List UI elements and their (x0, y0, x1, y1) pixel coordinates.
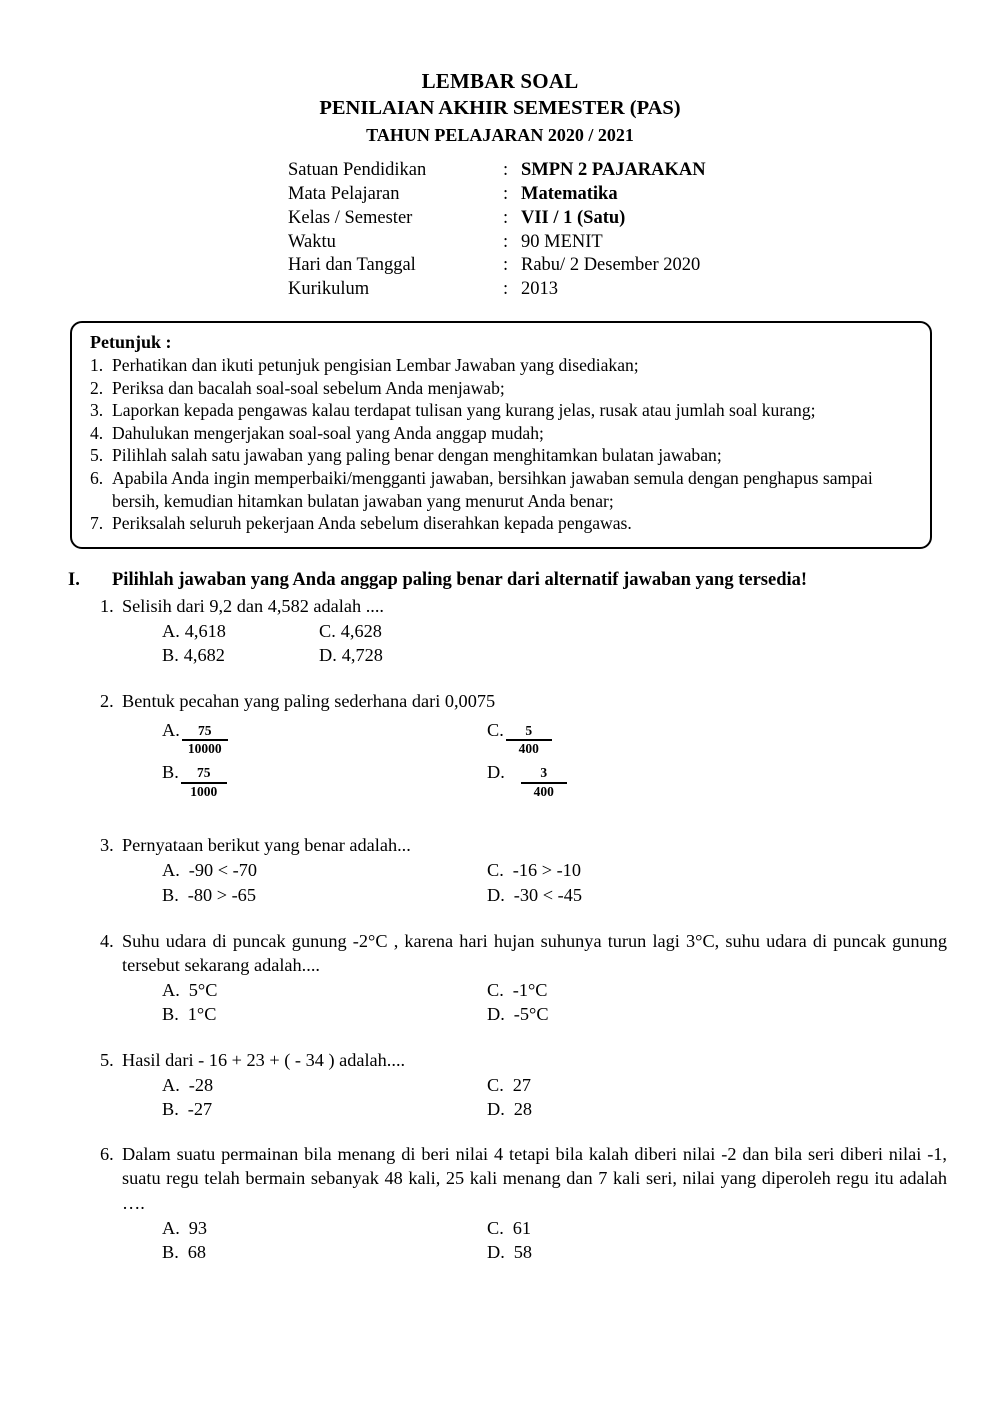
instruction-item (90, 377, 916, 400)
metadata-label: Mata Pelajaran (288, 184, 400, 205)
exam-metadata (288, 159, 1000, 302)
fraction-75-over-10000 (182, 724, 228, 757)
option-value: -1°C (512, 980, 548, 1001)
answer-options (122, 715, 947, 801)
fraction-75-over-1000 (181, 766, 227, 799)
metadata-value: VII / 1 (Satu) (521, 207, 626, 228)
question-text: Hasil dari - 16 + 23 + ( - 34 ) adalah.... (122, 1049, 406, 1070)
metadata-separator: : (503, 279, 509, 300)
metadata-row (288, 254, 1000, 278)
option-a[interactable] (122, 619, 319, 643)
metadata-row (288, 183, 1000, 207)
answer-options (122, 1216, 947, 1264)
option-d[interactable] (487, 1097, 947, 1121)
option-letter: B. (162, 1004, 179, 1025)
instruction-number: 7. (90, 513, 104, 534)
option-d[interactable] (487, 1240, 947, 1264)
option-value: -30 < -45 (513, 884, 582, 905)
option-row (122, 978, 947, 1002)
option-value: 68 (187, 1241, 207, 1262)
option-value: -28 (188, 1074, 214, 1095)
option-row (122, 1073, 947, 1097)
question-item (100, 929, 947, 1027)
metadata-row (288, 231, 1000, 255)
option-value: 27 (512, 1074, 532, 1095)
option-letter: B. (162, 762, 179, 783)
question-number: 6. (100, 1144, 114, 1165)
metadata-value: 90 MENIT (521, 231, 603, 252)
question-number: 4. (100, 930, 114, 951)
fraction-denominator: 1000 (190, 783, 218, 799)
option-value: 4,628 (340, 621, 382, 642)
question-body (122, 1142, 947, 1264)
metadata-value: Rabu/ 2 Desember 2020 (521, 255, 701, 276)
option-c[interactable] (487, 1073, 947, 1097)
option-letter: B. (162, 1241, 179, 1262)
option-letter: C. (319, 621, 336, 642)
option-value: 5°C (188, 980, 218, 1001)
option-a[interactable] (122, 858, 487, 882)
metadata-separator: : (503, 184, 509, 205)
option-b[interactable] (122, 1002, 487, 1026)
instruction-item (90, 444, 916, 467)
option-letter: C. (487, 980, 504, 1001)
fraction-denominator: 400 (518, 740, 539, 756)
instruction-number: 4. (90, 422, 104, 443)
fraction-numerator: 3 (540, 765, 548, 781)
option-value: 93 (188, 1217, 208, 1238)
question-text: Selisih dari 9,2 dan 4,582 adalah .... (122, 595, 384, 616)
metadata-separator: : (503, 160, 509, 181)
fraction-numerator: 5 (525, 722, 533, 738)
instruction-number: 6. (90, 468, 104, 489)
option-value: -27 (187, 1098, 213, 1119)
question-item (100, 833, 947, 907)
metadata-separator: : (503, 255, 509, 276)
option-c[interactable] (487, 715, 947, 758)
option-value: 1°C (187, 1004, 217, 1025)
option-letter: A. (162, 1217, 180, 1238)
option-d[interactable] (487, 883, 947, 907)
option-d[interactable] (487, 757, 947, 800)
instruction-number: 2. (90, 377, 104, 398)
metadata-label: Waktu (288, 231, 336, 252)
instruction-text: Periksalah seluruh pekerjaan Anda sebelum diserahkan kepada pengawas. (112, 513, 632, 534)
option-letter: C. (487, 860, 504, 881)
option-letter: A. (162, 980, 180, 1001)
metadata-label: Satuan Pendidikan (288, 160, 427, 181)
option-row (122, 619, 947, 643)
option-c[interactable] (487, 858, 947, 882)
question-body (122, 833, 947, 907)
option-d[interactable] (487, 1002, 947, 1026)
question-item (100, 1048, 947, 1122)
instruction-number: 1. (90, 355, 104, 376)
option-a[interactable] (122, 978, 487, 1002)
instructions-box (70, 321, 932, 549)
instructions-title: Petunjuk : (90, 332, 172, 353)
page-subtitle: PENILAIAN AKHIR SEMESTER (PAS) (319, 97, 681, 120)
instruction-text: Pilihlah salah satu jawaban yang paling benar dengan menghitamkan bulatan jawaban; (112, 445, 722, 466)
option-a[interactable] (122, 715, 487, 758)
instruction-number: 3. (90, 400, 104, 421)
question-item (100, 594, 947, 668)
question-text: Bentuk pecahan yang paling sederhana dari 0,0075 (122, 691, 496, 712)
option-row (122, 858, 947, 882)
option-letter: D. (487, 1004, 505, 1025)
option-letter: A. (162, 1074, 180, 1095)
option-b[interactable] (122, 1097, 487, 1121)
option-letter: C. (487, 1217, 504, 1238)
answer-options (122, 858, 947, 906)
option-letter: D. (487, 1241, 505, 1262)
option-row (122, 643, 947, 667)
instruction-text: Apabila Anda ingin memperbaiki/mengganti jawaban, bersihkan jawaban semula dengan penghapus sampai bersih, kemudian hitamkan bulatan jawaban yang menurut Anda benar; (112, 468, 873, 511)
metadata-row (288, 278, 1000, 302)
option-value: 4,728 (341, 645, 383, 666)
question-body (122, 929, 947, 1027)
option-row (122, 757, 947, 800)
instruction-item (90, 399, 916, 422)
option-b[interactable] (122, 643, 319, 667)
answer-options (122, 978, 947, 1026)
fraction-denominator: 400 (533, 783, 554, 799)
fraction-numerator: 75 (198, 722, 212, 738)
instruction-text: Dahulukan mengerjakan soal-soal yang Anda anggap mudah; (112, 422, 544, 443)
option-value: 61 (512, 1217, 532, 1238)
metadata-row (288, 207, 1000, 231)
question-body (122, 1048, 947, 1122)
instruction-number: 5. (90, 445, 104, 466)
question-text: Suhu udara di puncak gunung -2°C , karena hari hujan suhunya turun lagi 3°C, suhu udara di puncak gunung tersebut sekarang adalah.... (122, 930, 947, 975)
option-b[interactable] (122, 757, 487, 800)
section-number: I. (68, 569, 80, 590)
option-letter: A. (162, 860, 180, 881)
metadata-row (288, 159, 1000, 183)
section-heading (68, 568, 940, 592)
option-row (122, 1240, 947, 1264)
instruction-item (90, 354, 916, 377)
instruction-text: Laporkan kepada pengawas kalau terdapat tulisan yang kurang jelas, rusak atau jumlah soal kurang; (112, 400, 816, 421)
instruction-item (90, 422, 916, 445)
option-value: -90 < -70 (188, 860, 257, 881)
question-number: 3. (100, 835, 114, 856)
metadata-value: Matematika (521, 184, 618, 205)
question-text: Pernyataan berikut yang benar adalah... (122, 835, 411, 856)
option-letter: D. (487, 884, 505, 905)
option-value: 4,682 (183, 645, 225, 666)
page-title: LEMBAR SOAL (421, 69, 579, 93)
option-c[interactable] (487, 978, 947, 1002)
option-letter: B. (162, 645, 179, 666)
fraction-numerator: 75 (197, 765, 211, 781)
metadata-value: 2013 (521, 279, 558, 300)
instruction-item (90, 467, 916, 512)
fraction-5-over-400 (506, 724, 552, 757)
academic-year: TAHUN PELAJARAN 2020 / 2021 (366, 124, 634, 145)
option-letter: C. (487, 719, 504, 740)
question-text: Dalam suatu permainan bila menang di beri nilai 4 tetapi bila kalah diberi nilai -2 dan bila seri diberi nilai -1, suatu regu telah bermain sebanyak 48 kali, 25 kali menang dan 7 kali seri, nilai yang diperoleh regu itu adalah …. (122, 1144, 947, 1213)
option-value: 58 (513, 1241, 533, 1262)
fraction-denominator: 10000 (187, 740, 222, 756)
question-number: 5. (100, 1049, 114, 1070)
answer-options (122, 1073, 947, 1121)
option-c[interactable] (487, 1216, 947, 1240)
option-letter: D. (319, 645, 337, 666)
metadata-separator: : (503, 231, 509, 252)
question-number: 1. (100, 595, 114, 616)
instruction-item (90, 512, 916, 535)
option-row (122, 715, 947, 758)
option-value: -80 > -65 (187, 884, 256, 905)
option-letter: C. (487, 1074, 504, 1095)
option-letter: A. (162, 621, 180, 642)
question-number: 2. (100, 691, 114, 712)
answer-options (122, 619, 947, 667)
fraction-3-over-400 (521, 766, 567, 799)
metadata-label: Kelas / Semester (288, 207, 413, 228)
option-b[interactable] (122, 883, 487, 907)
option-row (122, 1216, 947, 1240)
document-header (0, 0, 1000, 147)
metadata-label: Hari dan Tanggal (288, 255, 416, 276)
option-a[interactable] (122, 1073, 487, 1097)
option-value: -16 > -10 (512, 860, 581, 881)
question-body (122, 594, 947, 668)
question-item (100, 1142, 947, 1264)
metadata-value: SMPN 2 PAJARAKAN (521, 160, 706, 181)
question-item (100, 689, 947, 800)
metadata-separator: : (503, 207, 509, 228)
option-letter: B. (162, 1098, 179, 1119)
option-row (122, 1002, 947, 1026)
option-letter: A. (162, 719, 180, 740)
option-letter: D. (487, 1098, 505, 1119)
option-c[interactable] (319, 619, 947, 643)
option-row (122, 883, 947, 907)
option-letter: D. (487, 762, 505, 783)
option-b[interactable] (122, 1240, 487, 1264)
option-row (122, 1097, 947, 1121)
option-value: -5°C (513, 1004, 549, 1025)
instruction-text: Perhatikan dan ikuti petunjuk pengisian Lembar Jawaban yang disediakan; (112, 355, 639, 376)
option-letter: B. (162, 884, 179, 905)
option-value: 28 (513, 1098, 533, 1119)
option-a[interactable] (122, 1216, 487, 1240)
metadata-label: Kurikulum (288, 279, 370, 300)
instruction-text: Periksa dan bacalah soal-soal sebelum Anda menjawab; (112, 377, 505, 398)
option-d[interactable] (319, 643, 947, 667)
section-instruction: Pilihlah jawaban yang Anda anggap paling benar dari alternatif jawaban yang tersedia! (112, 569, 808, 590)
question-body (122, 689, 947, 800)
option-value: 4,618 (184, 621, 226, 642)
